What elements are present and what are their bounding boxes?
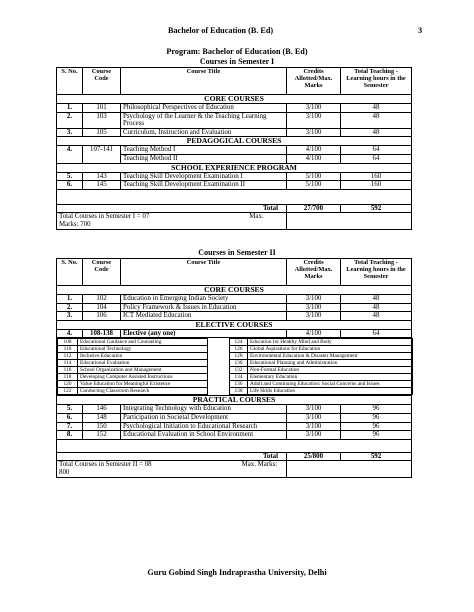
total-row: Total 27/700 592	[57, 204, 412, 213]
elective-title: Environmental Education & Disaster Management	[248, 353, 413, 360]
table-row: 4. 107-141 Teaching Method I 4/100 64	[57, 146, 412, 155]
page-footer: Guru Gobind Singh Indraprastha University, Delhi	[147, 568, 327, 577]
elective-title: Education for Healthy Mind and Body	[248, 339, 413, 346]
col-title: Course Title	[121, 259, 287, 286]
section-core: CORE COURSES	[57, 95, 412, 104]
elective-gap	[208, 381, 230, 388]
table-row: 7. 150 Psychological Initiation to Educational Research 3/100 96	[57, 422, 412, 431]
table-row: 3. 106 ICT Mediated Education 3/100 48	[57, 312, 412, 321]
elective-title: Adult and Continuing Education: Social Concerns and Issues	[248, 381, 413, 388]
table-row: 2. 103 Psychology of the Learner & the Teaching Learning Process 3/100 48	[57, 112, 412, 128]
elective-code: 114	[58, 360, 78, 367]
elective-list-row	[57, 338, 412, 396]
elective-row	[58, 388, 413, 395]
program-title: Program: Bachelor of Education (B. Ed)	[166, 47, 308, 56]
header-title: Bachelor of Education (B. Ed)	[168, 26, 274, 35]
course-count: Total Courses in Semester II = 08	[59, 461, 152, 469]
elective-list	[57, 338, 413, 395]
spacer-row	[57, 439, 412, 452]
table-row: 1. 101 Philosophical Perspectives of Education 3/100 48	[57, 104, 412, 113]
semester-2-heading: Courses in Semester II	[198, 248, 276, 257]
section-elective: ELECTIVE COURSES	[57, 320, 412, 329]
col-hours: Total Teaching - Learning hours in the Semester	[341, 259, 412, 286]
table-row: 1. 102 Education in Emerging Indian Society 3/100 48	[57, 295, 412, 304]
elective-code: 130	[230, 360, 248, 367]
elective-row	[58, 353, 413, 360]
section-practical: PRACTICAL COURSES	[57, 396, 412, 405]
section-pedagogical: PEDAGOGICAL COURSES	[57, 137, 412, 146]
elective-gap	[208, 360, 230, 367]
elective-code: 138	[230, 388, 248, 395]
col-sno: S. No.	[57, 259, 83, 286]
col-credits: Credits Allotted/Max. Marks	[287, 68, 341, 95]
page-header	[0, 26, 474, 38]
elective-title: Educational Technology	[78, 346, 208, 353]
semester-1-heading: Courses in Semester I	[199, 57, 275, 66]
elective-code: 124	[230, 339, 248, 346]
elective-code: 128	[230, 353, 248, 360]
table-row: 6. 145 Teaching Skill Development Examination II 5/100 160	[57, 181, 412, 190]
elective-title: Life Skills Education	[248, 388, 413, 395]
elective-title: Inclusive Education	[78, 353, 208, 360]
summary-row	[57, 213, 412, 229]
section-school-experience: SCHOOL EXPERIENCE PROGRAM	[57, 163, 412, 172]
col-sno: S. No.	[57, 68, 83, 95]
semester-1-table	[56, 67, 412, 230]
col-credits: Credits Allotted/Max. Marks	[287, 259, 341, 286]
table-row: 5. 146 Integrating Technology with Education 3/100 96	[57, 405, 412, 414]
elective-gap	[208, 388, 230, 395]
elective-code: 110	[58, 346, 78, 353]
elective-code: 120	[58, 381, 78, 388]
spacer-row	[57, 189, 412, 204]
table-header-row	[57, 259, 412, 286]
page-number: 3	[418, 26, 423, 35]
elective-title: Educational Evaluation	[78, 360, 208, 367]
elective-code: 136	[230, 381, 248, 388]
elective-row	[58, 346, 413, 353]
elective-gap	[208, 353, 230, 360]
table-row: 2. 104 Policy Framework & Issues in Education 3/100 48	[57, 303, 412, 312]
elective-gap	[208, 367, 230, 374]
total-row: Total 25/800 592	[57, 452, 412, 461]
elective-gap	[208, 346, 230, 353]
elective-title: Global Aspirations for Education	[248, 346, 413, 353]
semester-2-table	[56, 258, 412, 478]
summary-row	[57, 461, 412, 477]
col-code: Course Code	[83, 259, 121, 286]
elective-gap	[208, 339, 230, 346]
elective-title: Developing Computer Assisted Instructions	[78, 374, 208, 381]
table-header-row	[57, 68, 412, 95]
elective-code: 116	[58, 367, 78, 374]
elective-row	[58, 339, 413, 346]
elective-code: 122	[58, 388, 78, 395]
elective-row	[58, 374, 413, 381]
elective-gap	[208, 374, 230, 381]
table-row: 3. 105 Curriculum, Instruction and Evaluation 3/100 48	[57, 128, 412, 137]
table-row: 8. 152 Educational Evaluation in School Environment 3/100 96	[57, 431, 412, 440]
elective-title: Educational Guidance and Counseling	[78, 339, 208, 346]
table-row: 5. 143 Teaching Skill Development Examination I 5/100 160	[57, 172, 412, 181]
col-hours: Total Teaching - Learning hours in the Semester	[341, 68, 412, 95]
elective-code: 112	[58, 353, 78, 360]
table-row: Teaching Method II 4/100 64	[57, 154, 412, 163]
section-core: CORE COURSES	[57, 286, 412, 295]
table-row: 6. 148 Participation in Societal Development 3/100 96	[57, 413, 412, 422]
col-code: Course Code	[83, 68, 121, 95]
elective-code: 126	[230, 346, 248, 353]
elective-title: Conducting Classroom Research	[78, 388, 208, 395]
elective-title: Elementary Education	[248, 374, 413, 381]
elective-title: School Organization and Management	[78, 367, 208, 374]
elective-row	[58, 367, 413, 374]
max-marks: Max. Marks: 700	[59, 213, 264, 228]
elective-title: Non-Formal Education	[248, 367, 413, 374]
elective-code: 132	[230, 367, 248, 374]
elective-code: 108	[58, 339, 78, 346]
elective-title: Value Education for Meaningful Existence	[78, 381, 208, 388]
elective-row	[58, 381, 413, 388]
elective-code: 134	[230, 374, 248, 381]
elective-row	[58, 360, 413, 367]
col-title: Course Title	[121, 68, 287, 95]
elective-title: Educational Planning and Administration	[248, 360, 413, 367]
elective-code: 118	[58, 374, 78, 381]
max-marks: Max. Marks: 800	[59, 461, 278, 476]
table-row: 4. 108-138 Elective (any one) 4/100 64	[57, 329, 412, 338]
course-count: Total Courses in Semester I = 07	[59, 213, 150, 221]
